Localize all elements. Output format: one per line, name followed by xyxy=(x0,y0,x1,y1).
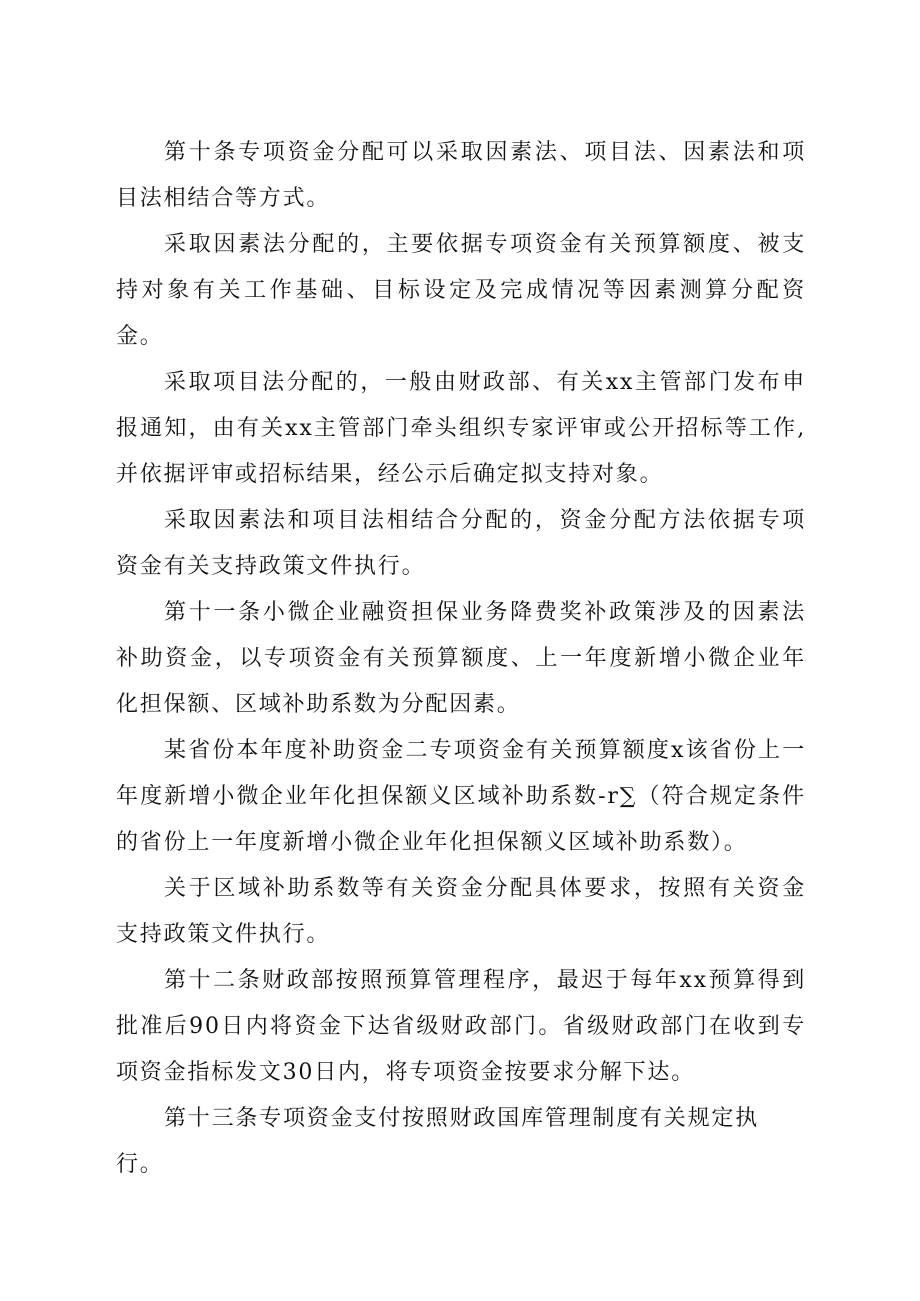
paragraph-article-12: 第十二条财政部按照预算管理程序，最迟于每年xx预算得到批准后90日内将资金下达省级财政部门。省级财政部门在收到专项资金指标发文30日内，将专项资金按要求分解下达。 xyxy=(116,968,806,1085)
paragraph-article-11: 第十一条小微企业融资担保业务降费奖补政策涉及的因素法补助资金，以专项资金有关预算额度、上一年度新增小微企业年化担保额、区域补助系数为分配因素。 xyxy=(116,600,806,717)
paragraph-combined-method: 采取因素法和项目法相结合分配的，资金分配方法依据专项资金有关支持政策文件执行。 xyxy=(116,508,806,579)
paragraph-regional-coefficient: 关于区域补助系数等有关资金分配具体要求，按照有关资金支持政策文件执行。 xyxy=(116,876,806,947)
paragraph-article-10: 第十条专项资金分配可以采取因素法、项目法、因素法和项目法相结合等方式。 xyxy=(116,140,806,211)
paragraph-project-method: 采取项目法分配的，一般由财政部、有关xx主管部门发布申报通知，由有关xx主管部门牵头组织专家评审或公开招标等工作,并依据评审或招标结果，经公示后确定拟支持对象。 xyxy=(116,370,806,487)
paragraph-article-13: 第十三条专项资金支付按照财政国库管理制度有关规定执行。 xyxy=(116,1106,760,1177)
document-body xyxy=(116,130,806,1188)
paragraph-formula: 某省份本年度补助资金二专项资金有关预算额度x该省份上一年度新增小微企业年化担保额义区域补助系数-r∑（符合规定条件的省份上一年度新增小微企业年化担保额义区域补助系数）。 xyxy=(116,738,806,855)
paragraph-factor-method: 采取因素法分配的，主要依据专项资金有关预算额度、被支持对象有关工作基础、目标设定及完成情况等因素测算分配资金。 xyxy=(116,232,806,349)
